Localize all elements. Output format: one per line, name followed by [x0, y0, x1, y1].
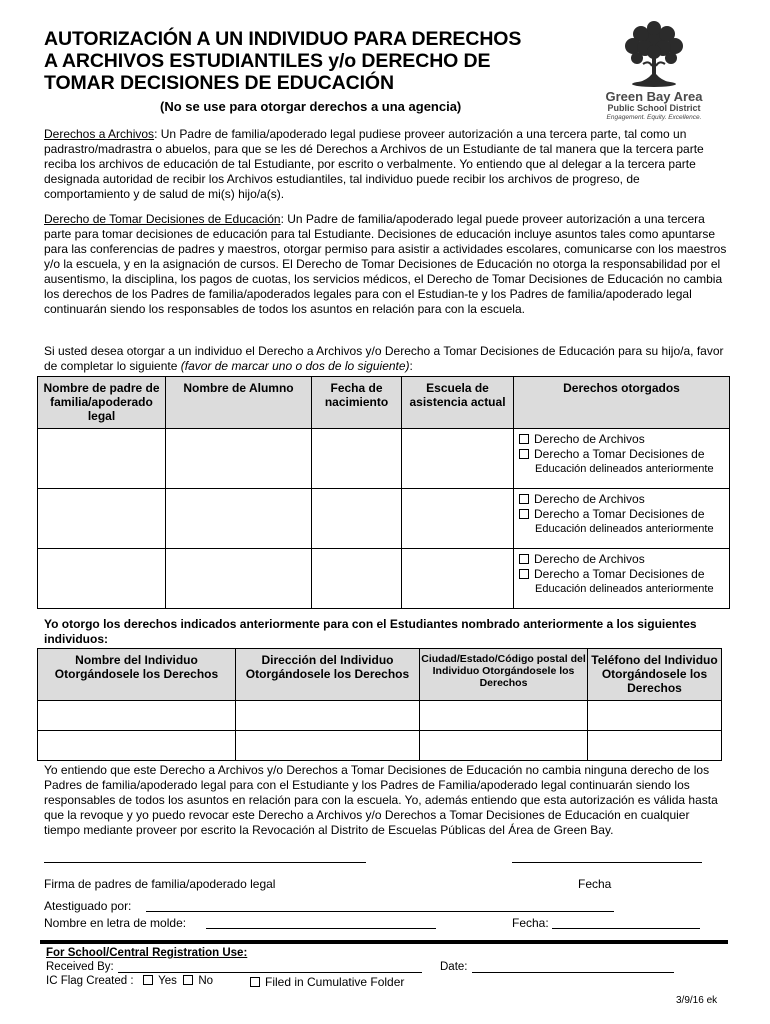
decisions-checkbox[interactable]: [519, 509, 529, 519]
birth-date-cell[interactable]: [312, 549, 402, 609]
date-label: Fecha: [578, 877, 612, 891]
option-records-label: Derecho de Archivos: [534, 552, 645, 566]
option-records-label: Derecho de Archivos: [534, 492, 645, 506]
rights-cell: [514, 429, 730, 489]
col-individual-phone: Teléfono del Individuo Otorgándosele los Derechos: [588, 649, 722, 701]
table-row: [38, 429, 730, 489]
option-decisions-sub: Educación delineados anteriormente: [535, 463, 714, 475]
records-checkbox[interactable]: [519, 554, 529, 564]
district-logo: [604, 20, 704, 132]
yes-label: Yes: [158, 975, 177, 987]
table-row: [38, 549, 730, 609]
parent-name-cell[interactable]: [38, 429, 166, 489]
table-row: [38, 731, 722, 761]
no-label: No: [198, 975, 214, 987]
decisions-paragraph: [44, 212, 728, 317]
date-signature-line[interactable]: [512, 862, 702, 863]
school-cell[interactable]: [402, 549, 514, 609]
filed-checkbox[interactable]: [250, 977, 260, 987]
section-divider: [40, 940, 728, 944]
option-decisions-label: Derecho a Tomar Decisiones de: [534, 507, 705, 521]
filed-row: [250, 975, 404, 989]
footer-code: 3/9/16 ek: [676, 995, 718, 1006]
print-name-line[interactable]: [206, 928, 436, 929]
col-student-name: Nombre de Alumno: [166, 377, 312, 429]
school-use-heading: [46, 947, 247, 959]
col-rights: Derechos otorgados: [514, 377, 730, 429]
instructions-paragraph: [44, 344, 728, 374]
individual-phone-cell[interactable]: [588, 701, 722, 731]
table-row: [38, 489, 730, 549]
individual-name-cell[interactable]: [38, 731, 236, 761]
option-decisions-label: Derecho a Tomar Decisiones de: [534, 447, 705, 461]
document-title: [44, 28, 564, 94]
date2-line[interactable]: [552, 928, 700, 929]
yes-checkbox[interactable]: [143, 975, 153, 985]
witness-label: Atestiguado por:: [44, 899, 132, 913]
col-individual-city: Ciudad/Estado/Código postal del Individuo Otorgándosele los Derechos: [420, 649, 588, 701]
rights-cell: [514, 549, 730, 609]
logo-district: Public School District: [607, 103, 701, 113]
grant-statement: Yo otorgo los derechos indicados anteriormente para con el Estudiantes nombrado anteriormente a los siguientes individuos:: [44, 617, 697, 646]
col-school: Escuela de asistencia actual: [402, 377, 514, 429]
school-cell[interactable]: [402, 489, 514, 549]
option-decisions-label: Derecho a Tomar Decisiones de: [534, 567, 705, 581]
records-text: : Un Padre de familia/apoderado legal pudiese proveer autorización a una tercera parte, tal como un padrastro/madrastra o abuelos, para que se les dé Derechos a Archivos de un Estudiante de tal manera que la tercera parte reciba los archivos de educación de tal Estudiante, por escrito o verbalmente. Yo entiendo que al delegar a la tercera parte designada autoridad de recibir los Archivos estudiantiles, tal individuo puede recibir los archivos de progreso, de comportamiento y de salud de mi(s) hijo/a(s).: [44, 127, 704, 201]
individual-table: [37, 648, 722, 761]
col-individual-name: Nombre del Individuo Otorgándosele los Derechos: [38, 649, 236, 701]
decisions-text: : Un Padre de familia/apoderado legal puede proveer autorización a una tercera parte para tomar decisiones de educación para tal Estudiante. Decisiones de educación incluye asuntos tales como apuntarse para las conferencias de padres y maestros, otorgar permiso para asistir a actividades escolares, comunicarse con los maestros y/o la escuela, y en la asignación de cursos. El Derecho de Tomar Decisiones de Educación no otorga la responsabilidad por el ausentismo, la disciplina, los pagos de cuotas, los servicios médicos, el Derecho de Tomar Decisiones de Educación no cambia los derechos de los Padres de familia/apoderados legales para con el Estudian-te y los Padres de familia/apoderado legal continuarán siendo los responsables de todos los asuntos en relación para con la escuela.: [44, 212, 727, 316]
col-birth-date: Fecha de nacimiento: [312, 377, 402, 429]
title-line-1: AUTORIZACIÓN A UN INDIVIDUO PARA DERECHOS: [44, 28, 522, 50]
rights-cell: [514, 489, 730, 549]
print-name-label: Nombre en letra de molde:: [44, 916, 187, 930]
student-rights-table: [37, 376, 730, 609]
individual-address-cell[interactable]: [236, 731, 420, 761]
title-line-2: A ARCHIVOS ESTUDIANTILES y/o DERECHO DE: [44, 50, 491, 72]
parent-signature-label: Firma de padres de familia/apoderado legal: [44, 877, 276, 891]
no-checkbox[interactable]: [183, 975, 193, 985]
title-line-3: TOMAR DECISIONES DE EDUCACIÓN: [44, 72, 394, 94]
col-parent-name: Nombre de padre de familia/apoderado legal: [38, 377, 166, 429]
individual-city-cell[interactable]: [420, 731, 588, 761]
school-cell[interactable]: [402, 429, 514, 489]
ic-flag-row: [46, 975, 213, 987]
filed-label: Filed in Cumulative Folder: [265, 975, 405, 989]
individual-city-cell[interactable]: [420, 701, 588, 731]
option-decisions-sub: Educación delineados anteriormente: [535, 583, 714, 595]
birth-date-cell[interactable]: [312, 429, 402, 489]
parent-name-cell[interactable]: [38, 489, 166, 549]
individual-phone-cell[interactable]: [588, 731, 722, 761]
col-individual-address: Dirección del Individuo Otorgándosele los Derechos: [236, 649, 420, 701]
decisions-checkbox[interactable]: [519, 449, 529, 459]
records-heading: Derechos a Archivos: [44, 127, 155, 141]
school-date-line[interactable]: [472, 972, 674, 973]
ic-flag-label: IC Flag Created :: [46, 975, 134, 987]
student-name-cell[interactable]: [166, 549, 312, 609]
records-checkbox[interactable]: [519, 494, 529, 504]
birth-date-cell[interactable]: [312, 489, 402, 549]
received-by-line[interactable]: [118, 972, 422, 973]
school-use-heading-text: For School/Central Registration Use:: [46, 947, 248, 959]
logo-name: Green Bay Area: [605, 89, 703, 104]
individual-name-cell[interactable]: [38, 701, 236, 731]
table-row: [38, 701, 722, 731]
school-date-label: Date:: [440, 961, 468, 973]
subtitle: (No se use para otorgar derechos a una agencia): [160, 99, 462, 114]
records-checkbox[interactable]: [519, 434, 529, 444]
logo-tagline: Engagement. Equity. Excellence.: [606, 114, 702, 121]
option-decisions-sub: Educación delineados anteriormente: [535, 523, 714, 535]
instructions-end: :: [409, 359, 413, 373]
option-records-label: Derecho de Archivos: [534, 432, 645, 446]
parent-name-cell[interactable]: [38, 549, 166, 609]
tree-icon: [619, 20, 689, 88]
decisions-checkbox[interactable]: [519, 569, 529, 579]
individual-address-cell[interactable]: [236, 701, 420, 731]
instructions-text: Si usted desea otorgar a un individuo el Derecho a Archivos y/o Derecho a Tomar Decisiones de Educación para su hijo/a, favor de completar lo siguiente: [44, 344, 724, 373]
records-paragraph: [44, 127, 728, 202]
parent-signature-line[interactable]: [44, 862, 366, 863]
student-name-cell[interactable]: [166, 489, 312, 549]
received-by-label: Received By:: [46, 961, 114, 973]
date2-label: Fecha:: [512, 916, 549, 930]
decisions-heading: Derecho de Tomar Decisiones de Educación: [44, 212, 281, 226]
witness-line[interactable]: [146, 911, 614, 912]
understanding-paragraph: Yo entiendo que este Derecho a Archivos y/o Derechos a Tomar Decisiones de Educación no cambia ninguna derecho de los Padres de familia/apoderado legal para con el Estudiante y los Padres de Familia/apoderado legal continuarán siendo los responsables de todos los asuntos en relación para con la escuela. Yo, además entiendo que esta autorización es válida hasta que la revoque y yo puedo revocar este Derecho a Archivos y/o Derechos a Tomar Decisiones de Educación en cualquier tiempo mediante proveer por escrito la Revocación al Distrito de Escuelas Públicas del Área de Green Bay.: [44, 763, 718, 837]
student-name-cell[interactable]: [166, 429, 312, 489]
instructions-note: (favor de marcar uno o dos de lo siguiente): [180, 359, 410, 373]
